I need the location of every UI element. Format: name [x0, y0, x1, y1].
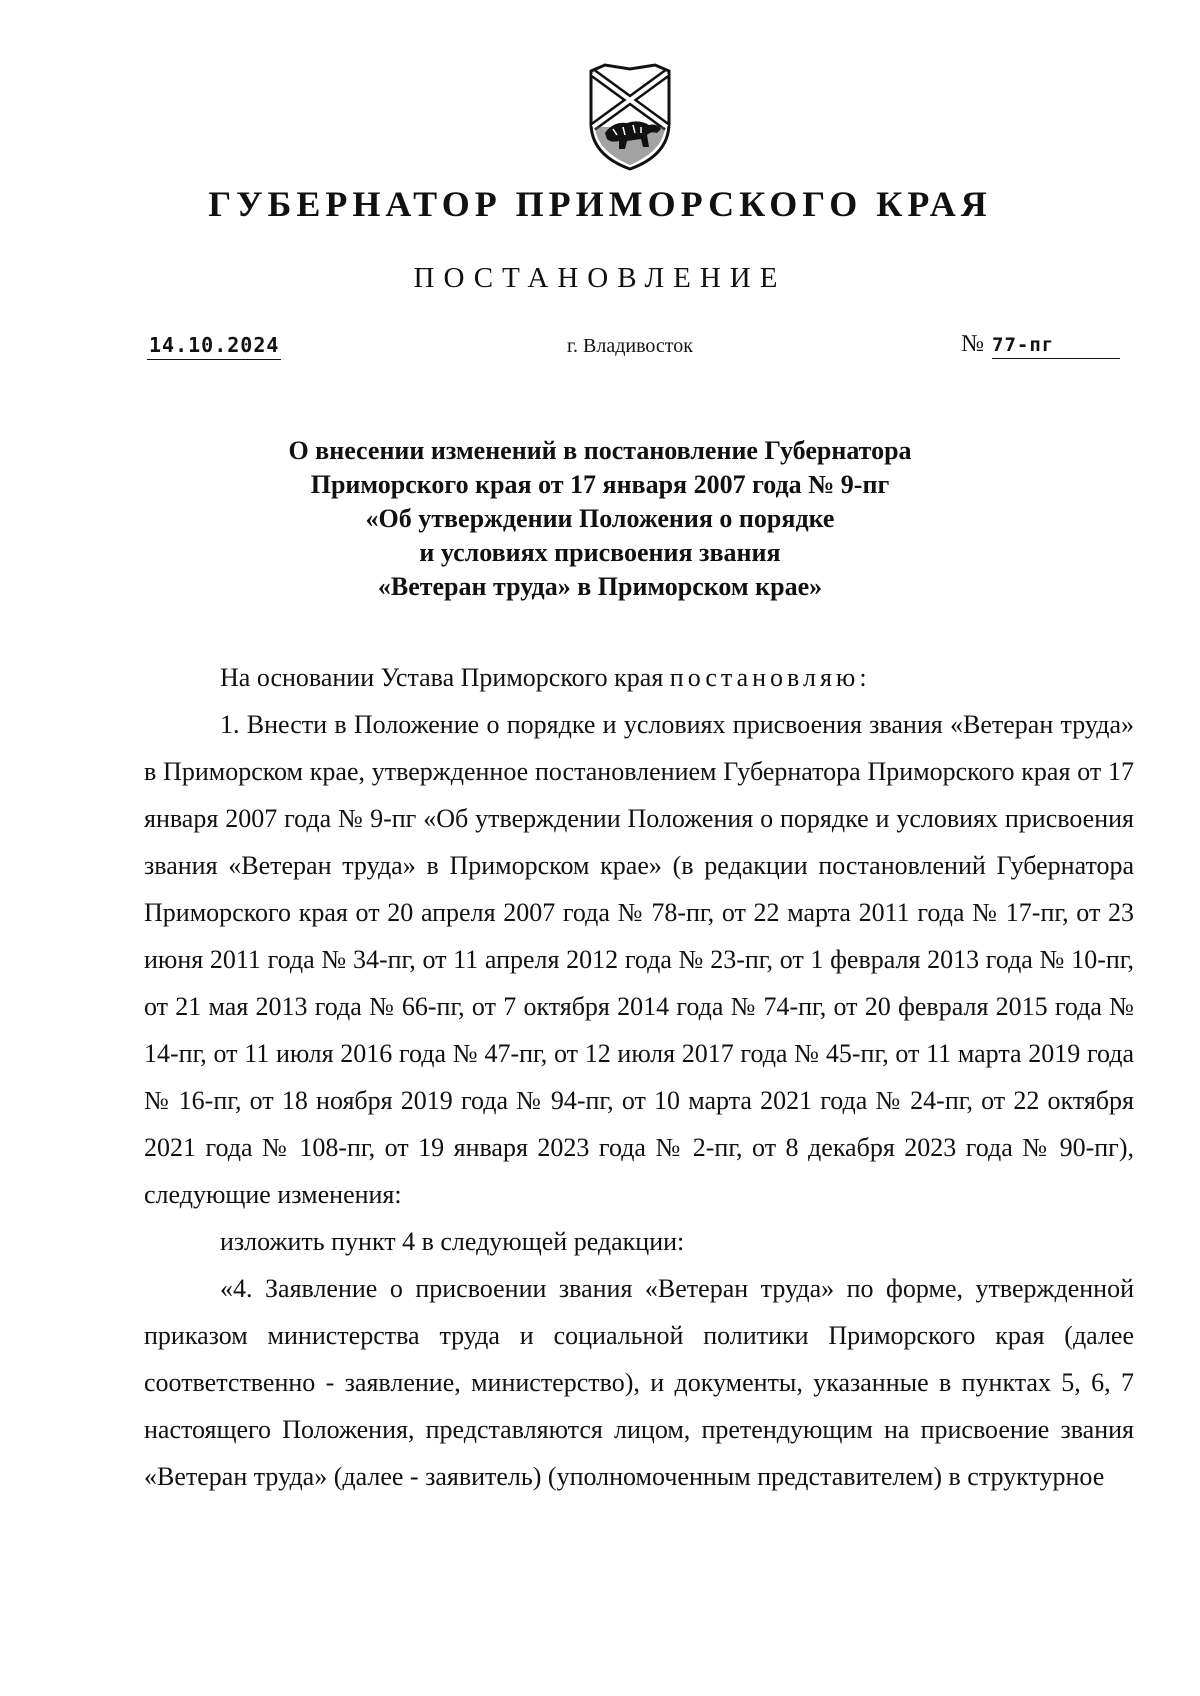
document-meta-row: [140, 333, 1120, 373]
title-line: «Об утверждении Положения о порядке: [365, 504, 835, 533]
title-line: «Ветеран труда» в Приморском крае»: [377, 572, 823, 601]
issuing-authority: ГУБЕРНАТОР ПРИМОРСКОГО КРАЯ: [208, 184, 992, 224]
document-number: [961, 331, 1120, 359]
number-sign: №: [961, 331, 984, 357]
title-line: О внесении изменений в постановление Губернатора: [288, 436, 912, 465]
paragraph-instruction: изложить пункт 4 в следующей редакции:: [220, 1227, 685, 1256]
primorsky-krai-coat-of-arms-icon: [583, 63, 677, 171]
title-line: Приморского края от 17 января 2007 года № 9-пг: [310, 470, 890, 499]
resolve-word: постановляю: [669, 663, 860, 692]
document-date: 14.10.2024: [147, 333, 281, 360]
document-body: [144, 654, 1134, 1500]
document-city: г. Владивосток: [567, 335, 693, 357]
document-number-value: 77-пг: [992, 334, 1120, 359]
paragraph-item-1: 1. Внести в Положение о порядке и условиях присвоения звания «Ветеран труда» в Приморском крае, утвержденное постановлением Губернатора Приморского края от 17 января 2007 года № 9-пг «Об утверждении Положения о порядке и условиях присвоения звания «Ветеран труда» в Приморском крае» (в редакции постановлений Губернатора Приморского края от 20 апреля 2007 года № 78-пг, от 22 марта 2011 года № 17-пг, от 23 июня 2011 года № 34-пг, от 11 апреля 2012 года № 23-пг, от 1 февраля 2013 года № 10-пг, от 21 мая 2013 года № 66-пг, от 7 октября 2014 года № 74-пг, от 20 февраля 2015 года № 14-пг, от 11 июля 2016 года № 47-пг, от 12 июля 2017 года № 45-пг, от 11 марта 2019 года № 16-пг, от 18 ноября 2019 года № 94-пг, от 10 марта 2021 года № 24-пг, от 22 октября 2021 года № 108-пг, от 19 января 2023 года № 2-пг, от 8 декабря 2023 года № 90-пг), следующие изменения:: [144, 710, 1134, 1209]
paragraph-basis: [144, 654, 1134, 701]
title-line: и условиях присвоения звания: [419, 538, 781, 567]
paragraph-new-item-4: «4. Заявление о присвоении звания «Ветеран труда» по форме, утвержденной приказом министерства труда и социальной политики Приморского края (далее соответственно - заявление, министерство), и документы, указанные в пунктах 5, 6, 7 настоящего Положения, представляются лицом, претендующим на присвоение звания «Ветеран труда» (далее - заявитель) (уполномоченным представителем) в структурное: [144, 1274, 1134, 1491]
basis-text: На основании Устава Приморского края: [220, 663, 670, 692]
basis-colon: :: [859, 663, 867, 692]
document-type: ПОСТАНОВЛЕНИЕ: [413, 262, 787, 294]
document-title: [150, 434, 1050, 604]
